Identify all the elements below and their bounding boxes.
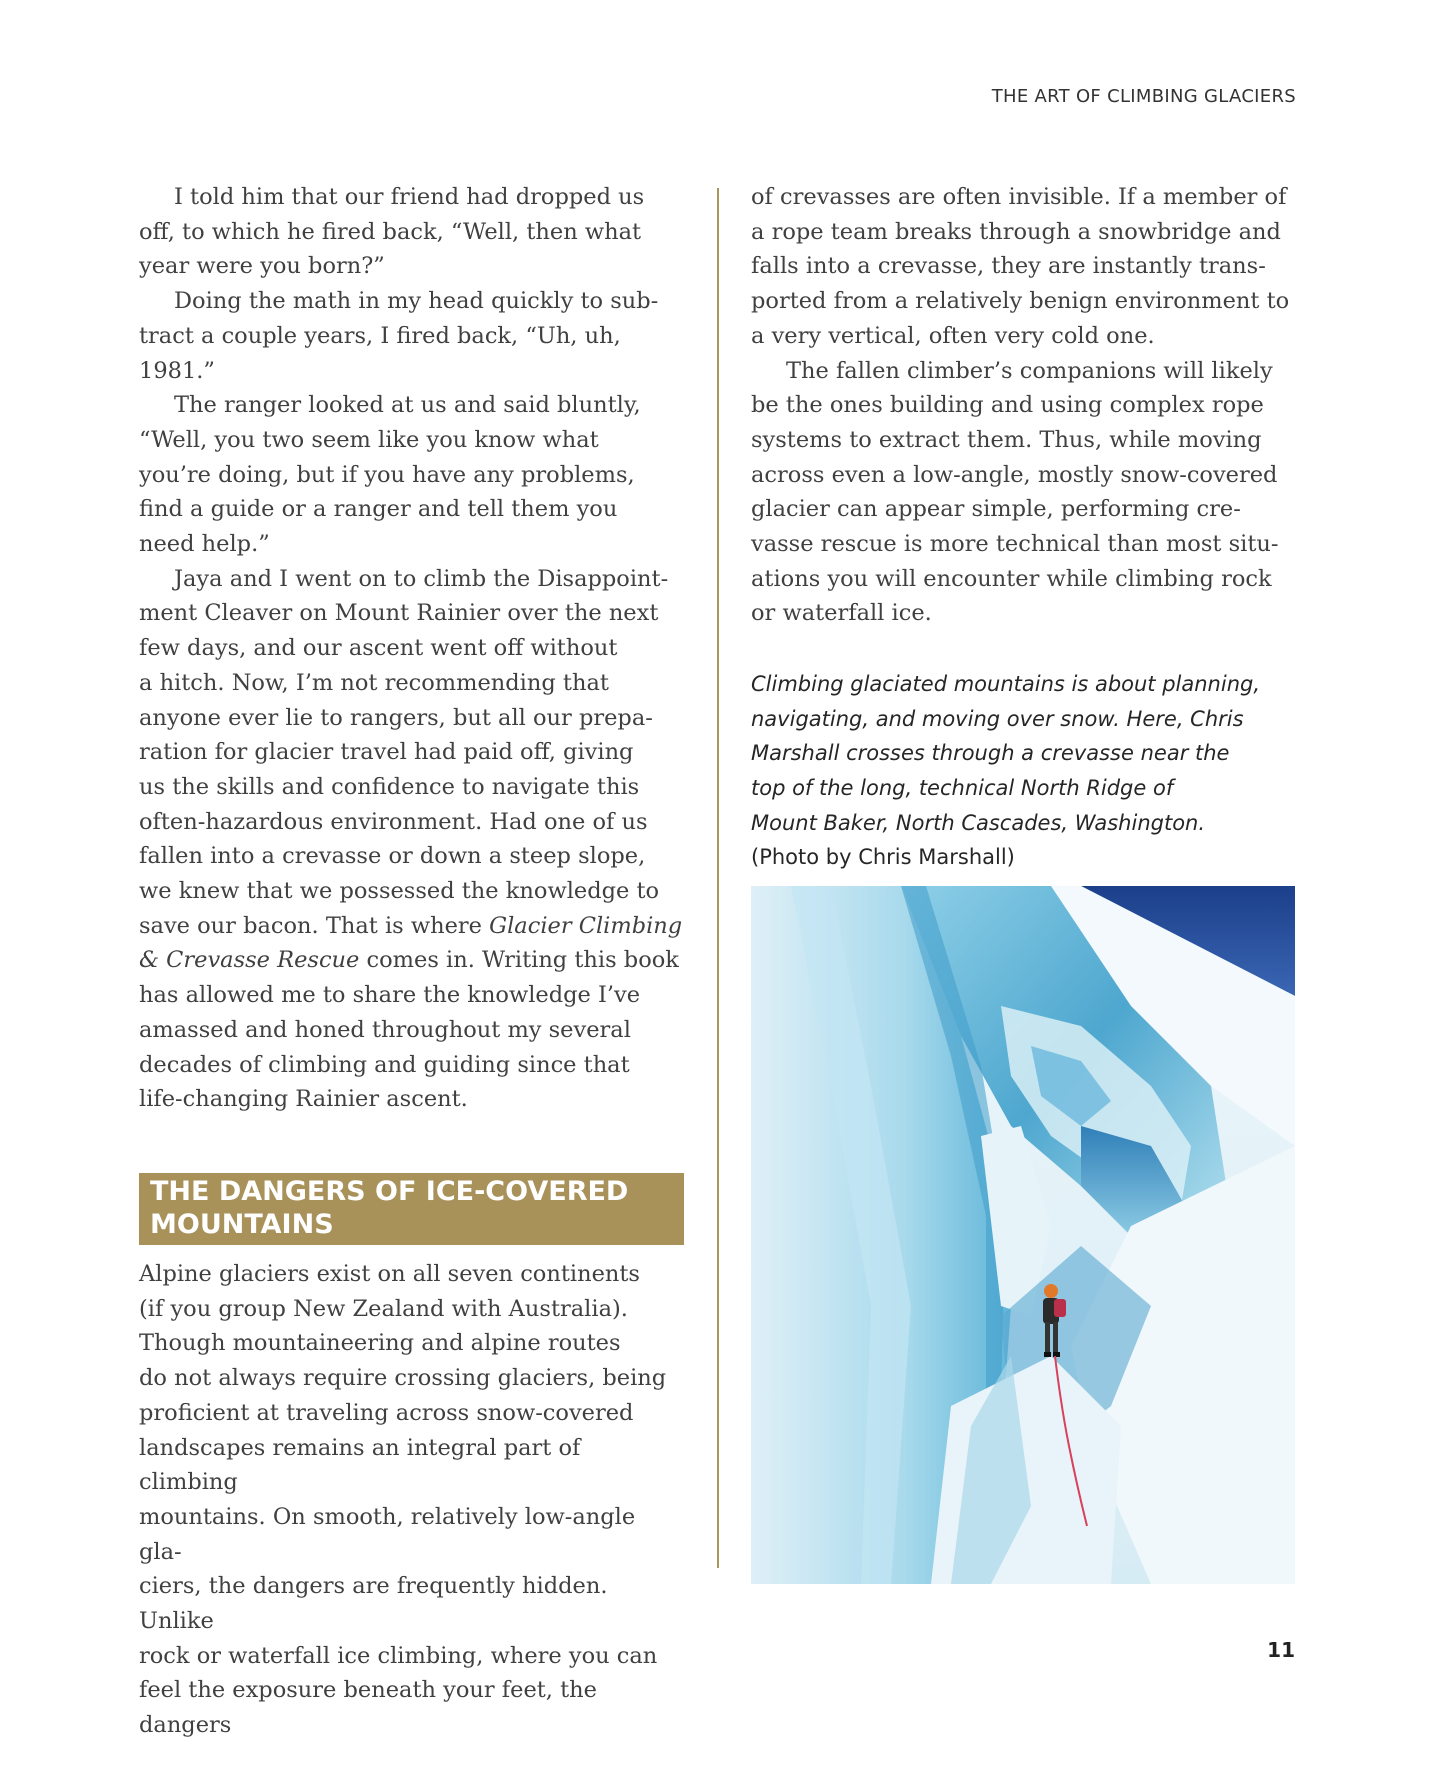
book-title: Glacier Climbing: [489, 912, 683, 939]
page-number: 11: [1267, 1638, 1295, 1662]
left-column: [139, 180, 684, 1743]
crevasse-photo: [751, 886, 1295, 1584]
section-heading: THE DANGERS OF ICE-COVERED MOUNTAINS: [139, 1173, 684, 1245]
text-run: comes in. Writing this book has allowed me to share the knowledge I’ve amassed and honed throughout my several decades of climbing and guiding since that life-changing Rainier ascent.: [139, 947, 679, 1113]
photo-credit: (Photo by Chris Marshall): [751, 845, 1015, 870]
photo-caption: [751, 667, 1296, 875]
crevasse-photo-illustration: [751, 886, 1295, 1584]
paragraph: of crevasses are often invisible. If a member of a rope team breaks through a snowbridge and falls into a crevasse, they are instantly trans- ported from a relatively benign environment to a very vertical, often very cold one.: [751, 184, 1290, 349]
paragraph: The fallen climber’s companions will likely be the ones building and using complex rope systems to extract them. Thus, while moving across even a low-angle, mostly snow-covered glacier can appear simple, performing cre- vasse rescue is more technical than most situ- ations you will encounter while climbing rock or waterfall ice.: [751, 357, 1279, 627]
paragraph: The ranger looked at us and said bluntly, “Well, you two seem like you know what you’re doing, but if you have any problems, find a guide or a ranger and tell them you need help.”: [139, 392, 641, 558]
running-head: THE ART OF CLIMBING GLACIERS: [991, 86, 1296, 107]
paragraph: I told him that our friend had dropped us off, to which he fired back, “Well, then what year were you born?”: [139, 184, 645, 280]
text-run: Jaya and I went on to climb the Disappoint- ment Cleaver on Mount Rainier over the next few days, and our ascent went off without a hitch. Now, I’m not recommending that anyone ever lie to rangers, but all our prepa- ration for glacier travel had paid off, giving us the skills and confidence to navigate this often-hazardous environment. Had one of us fallen into a crevasse or down a steep slope, we knew that we possessed the knowledge to save our bacon. That is where: [139, 565, 669, 939]
book-title: & Crevasse Rescue: [139, 947, 360, 974]
paragraph: [139, 562, 684, 1117]
right-column: [751, 180, 1296, 875]
paragraph: Alpine glaciers exist on all seven continents (if you group New Zealand with Australia). Though mountaineering and alpine routes do not always require crossing glaciers, being proficient at traveling across snow-covered landscapes remains an integral part of climbing mountains. On smooth, relatively low-angle gla- ciers, the dangers are frequently hidden. Unlike rock or waterfall ice climbing, where you can feel the exposure beneath your feet, the dangers: [139, 1260, 667, 1739]
paragraph: Doing the math in my head quickly to sub- tract a couple years, I fired back, “Uh, uh, 1981.”: [139, 288, 659, 384]
column-divider: [717, 188, 719, 1568]
caption-text: Climbing glaciated mountains is about planning, navigating, and moving over snow. Here, Chris Marshall crosses through a crevasse near the top of the long, technical North Ridge of Mount Baker, North Cascades, Washington.: [751, 672, 1261, 835]
